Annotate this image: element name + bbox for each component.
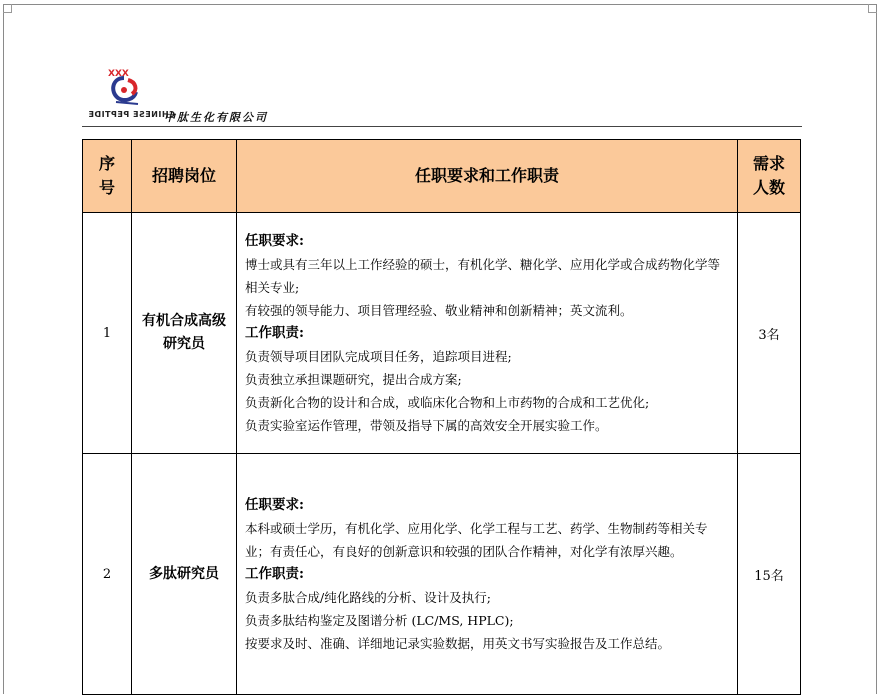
duty-item: 按要求及时、准确、详细地记录实验数据，用英文书写实验报告及工作总结。	[245, 635, 671, 651]
header-position: 招聘岗位	[132, 140, 237, 213]
recruitment-table	[82, 139, 801, 695]
company-name-cn: 中肽生化有限公司	[164, 111, 268, 124]
header-rule	[82, 126, 802, 127]
row-position: 多肽研究员	[132, 454, 237, 695]
logo-mark-text: XXX	[108, 69, 129, 79]
company-logo	[82, 66, 282, 126]
duty-item: 负责新化合物的设计和合成，或临床化合物和上市药物的合成和工艺优化;	[245, 394, 650, 410]
row-no: 2	[83, 454, 132, 695]
row-no: 1	[83, 213, 132, 454]
table-row	[83, 213, 801, 454]
row-description	[237, 454, 738, 695]
document-header	[82, 66, 802, 128]
row-count: 15名	[738, 454, 801, 695]
duty-item: 负责实验室运作管理，带领及指导下属的高效安全开展实验工作。	[245, 417, 608, 433]
requirement-item: 本科或硕士学历，有机化学、应用化学、化学工程与工艺、药学、生物制药等相关专业；有责任心，有良好的创新意识和较强的团队合作精神，对化学有浓厚兴趣。	[245, 520, 708, 559]
company-name-en: CHINESE PEPTIDE	[88, 110, 175, 119]
requirements-title: 任职要求:	[245, 232, 304, 249]
requirement-item: 博士或具有三年以上工作经验的硕士，有机化学、糖化学、应用化学或合成药物化学等相关专业;	[245, 256, 721, 295]
row-position: 有机合成高级研究员	[132, 213, 237, 454]
header-count: 需求人数	[738, 140, 801, 213]
table-row	[83, 454, 801, 695]
duty-item: 负责领导项目团队完成项目任务，追踪项目进程;	[245, 348, 512, 364]
corner-mark-top-left	[3, 4, 12, 13]
duty-item: 负责多肽结构鉴定及图谱分析 (LC/MS, HPLC);	[245, 612, 514, 628]
corner-mark-top-right	[868, 4, 877, 13]
duty-item: 负责独立承担课题研究，提出合成方案;	[245, 371, 462, 387]
row-count: 3名	[738, 213, 801, 454]
duty-item: 负责多肽合成/纯化路线的分析、设计及执行;	[245, 589, 491, 605]
table-header-row	[83, 140, 801, 213]
requirement-item: 有较强的领导能力、项目管理经验、敬业精神和创新精神；英文流利。	[245, 302, 633, 318]
header-no: 序号	[83, 140, 132, 213]
duties-title: 工作职责:	[245, 565, 304, 582]
peptide-logo-icon	[104, 66, 144, 112]
duties-title: 工作职责:	[245, 324, 304, 341]
header-duties: 任职要求和工作职责	[237, 140, 738, 213]
requirements-title: 任职要求:	[245, 496, 304, 513]
row-description	[237, 213, 738, 454]
